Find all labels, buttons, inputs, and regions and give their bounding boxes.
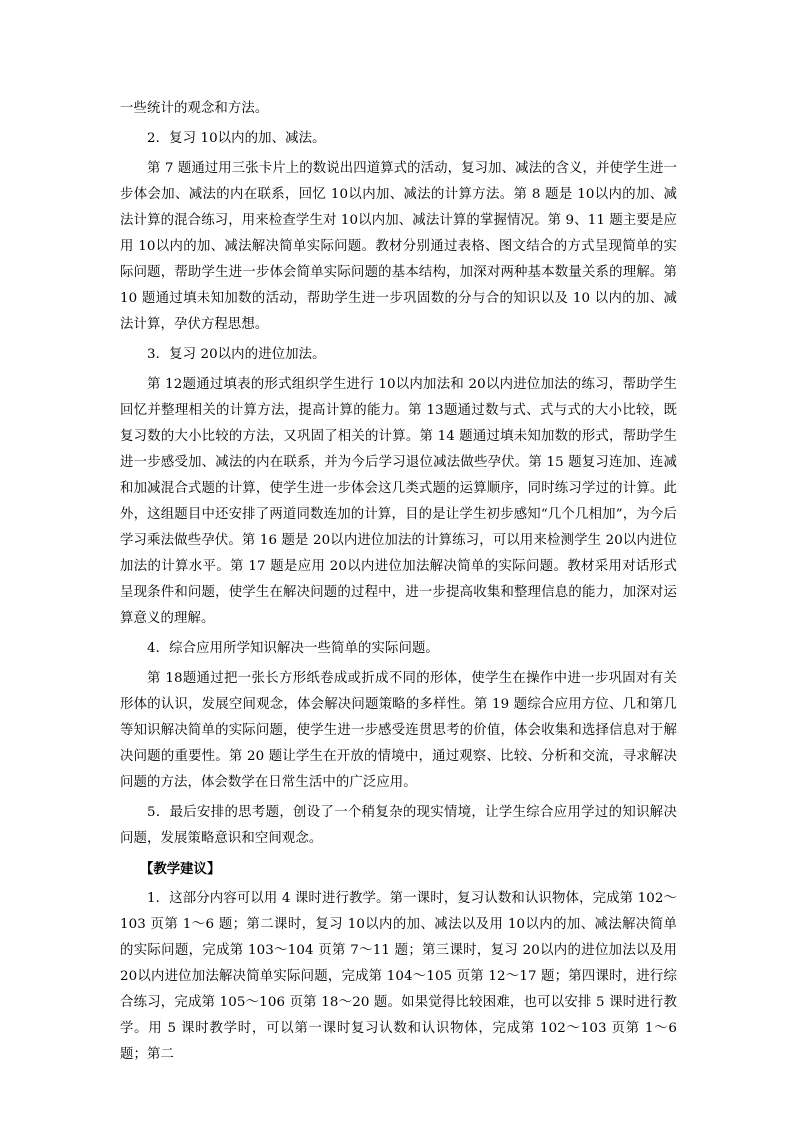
paragraph-item-4: 第 18题通过把一张长方形纸卷成或折成不同的形体，使学生在操作中进一步巩固对有关形体的认识，发展空间观念，体会解决问题策略的多样性。第 19 题综合应用方位、几和第几等知识解决简单的实际问题，使学生进一步感受连贯思考的价值，体会收集和选择信息对于解决问题的重要性。第 20 题让学生在开放的情境中，通过观察、比较、分析和交流，寻求解决问题的方法，体会数学在日常生活中的广泛应用。 (120, 671, 677, 790)
paragraph-teaching-suggestion-1: 1．这部分内容可以用 4 课时进行教学。第一课时，复习认数和认识物体，完成第 102～103 页第 1～6 题；第二课时，复习 10以内的加、减法以及用 10以内的加、减法解决简单的实际问题，完成第 103～104 页第 7～11 题；第三课时，复习 20以内的进位加法以及用 20以内进位加法解决简单实际问题，完成第 104～105 页第 12～17 题；第四课时，进行综合练习，完成第 105～106 页第 18～20 题。如果觉得比较困难，也可以安排 5 课时进行教学。用 5 课时教学时，可以第一课时复习认数和认识物体，完成第 102～103 页第 1～6 题；第二 (120, 891, 677, 1062)
paragraph-item-2: 第 7 题通过用三张卡片上的数说出四道算式的活动，复习加、减法的含义，并使学生进一步体会加、减法的内在联系，回忆 10以内加、减法的计算方法。第 8 题是 10以内的加、减法计算的混合练习，用来检查学生对 10以内加、减法计算的掌握情况。第 9、11 题主要是应用 10以内的加、减法解决简单实际问题。教材分别通过表格、图文结合的方式呈现简单的实际问题，帮助学生进一步体会简单实际问题的基本结构，加深对两种基本数量关系的理解。第 10 题通过填未知加数的活动，帮助学生进一步巩固数的分与合的知识以及 10 以内的加、减法计算，孕伏方程思想。 (120, 161, 677, 332)
document-page (120, 96, 677, 1068)
paragraph-item-3: 第 12题通过填表的形式组织学生进行 10以内加法和 20以内进位加法的练习，帮助学生回忆并整理相关的计算方法，提高计算的能力。第 13题通过数与式、式与式的大小比较，既复习数的大小比较的方法，又巩固了相关的计算。第 14 题通过填未知加数的形式，帮助学生进一步感受加、减法的内在联系，并为今后学习退位减法做些孕伏。第 15 题复习连加、连减和加减混合式题的计算，使学生进一步体会这几类式题的运算顺序，同时练习学过的计算。此外，这组题目中还安排了两道同数连加的计算，目的是让学生初步感知“几个几相加”，为今后学习乘法做些孕伏。第 16 题是 20以内进位加法的计算练习，可以用来检测学生 20以内进位加法的计算水平。第 17 题是应用 20以内进位加法解决简单的实际问题。教材采用对话形式呈现条件和问题，使学生在解决问题的过程中，进一步提高收集和整理信息的能力，加深对运算意义的理解。 (120, 377, 677, 626)
item-heading-3: 3．复习 20以内的进位加法。 (147, 347, 326, 362)
item-heading-2: 2．复习 10以内的加、减法。 (147, 131, 326, 146)
item-heading-4: 4．综合应用所学知识解决一些简单的实际问题。 (147, 641, 439, 656)
paragraph-item-5: 5．最后安排的思考题，创设了一个稍复杂的现实情境，让学生综合应用学过的知识解决问题，发展策略意识和空间观念。 (120, 805, 677, 846)
paragraph-continuation: 一些统计的观念和方法。 (120, 101, 269, 116)
section-heading: 【教学建议】 (140, 861, 221, 877)
